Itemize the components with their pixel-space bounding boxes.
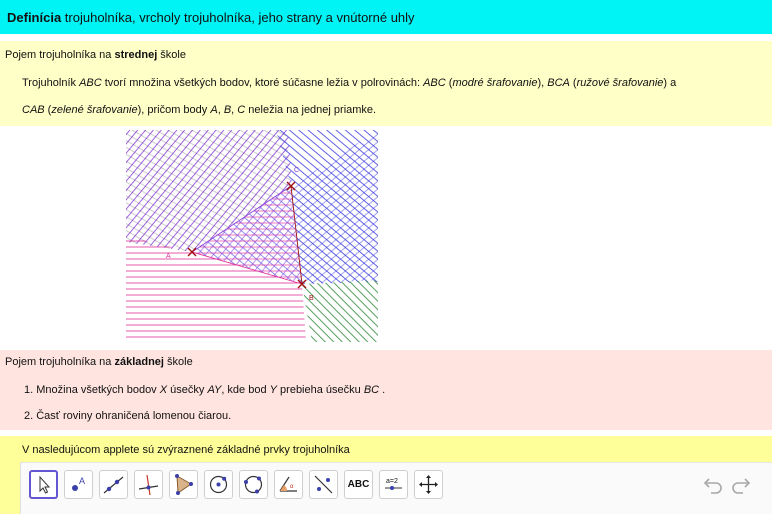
- circle-three-points-icon: [240, 471, 267, 498]
- vertex-c-label: C: [294, 167, 300, 174]
- perpendicular-line-icon: [135, 471, 162, 498]
- text-segment: ), pričom body: [137, 104, 211, 116]
- circle-three-points-tool-button[interactable]: [239, 470, 268, 499]
- text-segment: A: [210, 104, 218, 116]
- undo-icon: [701, 475, 725, 495]
- arrow-cursor-icon: [31, 472, 56, 497]
- text-segment: ružové šrafovanie: [576, 77, 664, 89]
- undo-button[interactable]: [701, 475, 725, 498]
- polygon-tool-button[interactable]: [169, 470, 198, 499]
- circle-center-icon: [205, 471, 232, 498]
- secondary-paragraph-line2: [22, 104, 376, 116]
- text-segment: B: [223, 104, 232, 116]
- svg-text:a=2: a=2: [386, 478, 398, 485]
- text-segment: BCA: [547, 77, 570, 89]
- text-segment: BC: [363, 384, 380, 396]
- circle-tool-button[interactable]: [204, 470, 233, 499]
- text-segment: CAB: [22, 104, 45, 116]
- text-segment: ABC: [79, 77, 102, 89]
- angle-tool-button[interactable]: [274, 470, 303, 499]
- vertex-b-label: B: [309, 295, 314, 302]
- slider-tool-button[interactable]: [379, 470, 408, 499]
- angle-icon: [275, 471, 302, 498]
- text-segment: ,: [231, 104, 238, 116]
- text-segment: Y: [269, 384, 277, 396]
- text-segment: tvorí množina všetkých bodov, ktoré súčasne ležia v polrovinách:: [101, 77, 424, 89]
- secondary-heading: Pojem trojuholníka na strednej škole: [5, 49, 186, 61]
- polygon-icon: [170, 471, 197, 498]
- text-segment: 1. Množina všetkých bodov: [24, 384, 160, 396]
- text-segment: (: [445, 77, 453, 89]
- half-planes-figure: [126, 130, 378, 342]
- move-view-tool-button[interactable]: [414, 470, 443, 499]
- header-title-rest: trojuholníka, vrcholy trojuholníka, jeho strany a vnútorné uhly: [61, 10, 415, 25]
- text-segment: X: [159, 384, 168, 396]
- text-segment: ABC: [423, 77, 446, 89]
- green-hatched-region: [302, 280, 378, 342]
- text-segment: ),: [537, 77, 548, 89]
- move-graphics-view-icon: [415, 471, 442, 498]
- primary-list-item-2: 2. Časť roviny ohraničená lomenou čiarou.: [24, 410, 232, 422]
- reflect-icon: [310, 471, 337, 498]
- point-icon: [65, 471, 92, 498]
- reflect-tool-button[interactable]: [309, 470, 338, 499]
- text-segment: C: [237, 104, 246, 116]
- page-header: [0, 0, 772, 34]
- half-planes-svg: [126, 130, 378, 342]
- point-tool-button[interactable]: [64, 470, 93, 499]
- text-segment: Trojuholník: [22, 77, 80, 89]
- text-segment: (: [569, 77, 577, 89]
- perpendicular-tool-button[interactable]: [134, 470, 163, 499]
- primary-school-section: [0, 350, 772, 430]
- line-icon: [100, 471, 127, 498]
- text-segment: modré šrafovanie: [452, 77, 538, 89]
- text-segment: úsečky: [167, 384, 208, 396]
- slider-icon: [380, 471, 407, 498]
- text-segment: , kde bod: [221, 384, 270, 396]
- applet-caption: V nasledujúcom applete sú zvýraznené základné prvky trojuholníka: [22, 444, 350, 456]
- text-segment: (: [44, 104, 52, 116]
- text-icon: ABC: [347, 479, 370, 490]
- primary-list-item-1: [24, 384, 385, 396]
- svg-text:A: A: [79, 476, 86, 486]
- text-segment: prebieha úsečku: [276, 384, 364, 396]
- text-segment: ,: [217, 104, 224, 116]
- text-segment: ) a: [663, 77, 677, 89]
- text-segment: AY: [207, 384, 222, 396]
- secondary-school-section: [0, 41, 772, 126]
- line-tool-button[interactable]: [99, 470, 128, 499]
- header-title-bold: Definícia: [7, 10, 62, 25]
- vertex-a-label: A: [166, 253, 171, 260]
- text-tool-button[interactable]: [344, 470, 373, 499]
- text-segment: neležia na jednej priamke.: [245, 104, 377, 116]
- primary-heading: Pojem trojuholníka na základnej škole: [5, 356, 193, 368]
- redo-icon: [729, 475, 753, 495]
- text-segment: .: [379, 384, 386, 396]
- svg-text:α: α: [290, 484, 294, 490]
- text-segment: zelené šrafovanie: [51, 104, 138, 116]
- geogebra-toolbar: [20, 462, 772, 514]
- move-tool-button[interactable]: [29, 470, 58, 499]
- secondary-paragraph-line1: [22, 77, 676, 89]
- redo-button[interactable]: [729, 475, 753, 498]
